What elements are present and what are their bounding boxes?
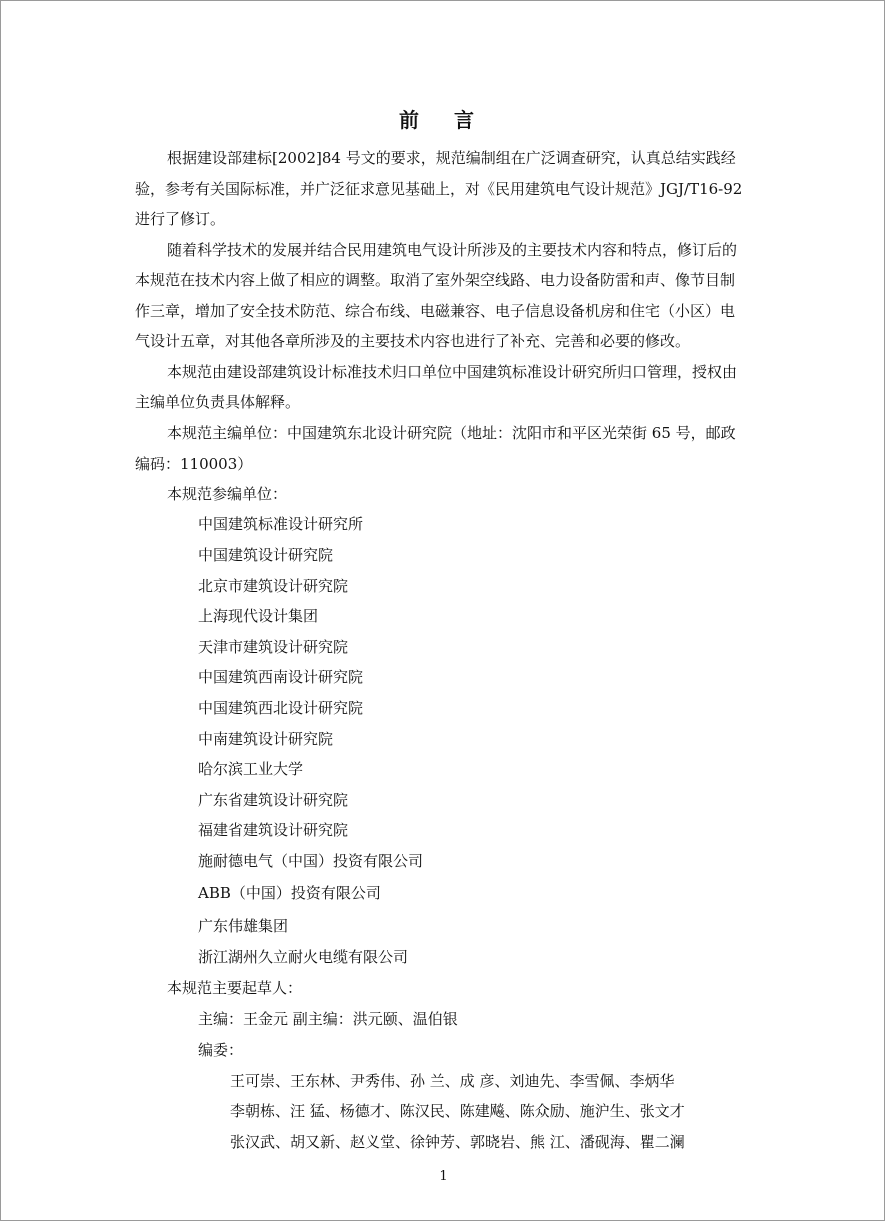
participant-item: 天津市建筑设计研究院 — [198, 638, 349, 656]
participant-item: 广东省建筑设计研究院 — [198, 791, 349, 809]
participant-item: 广东伟雄集团 — [198, 917, 289, 935]
paragraph-1-line-2: 验，参考有关国际标准，并广泛征求意见基础上，对《民用建筑电气设计规范》JGJ/T16-92 — [135, 180, 743, 198]
committee-heading: 编委： — [198, 1041, 244, 1059]
chief-editor-line: 主编：王金元 副主编：洪元颐、温伯银 — [198, 1010, 458, 1028]
participant-item: 中国建筑标准设计研究所 — [198, 515, 364, 533]
paragraph-1-line-3: 进行了修订。 — [135, 210, 226, 228]
committee-line: 李朝栋、汪 猛、杨德才、陈汉民、陈建飚、陈众励、施沪生、张文才 — [230, 1102, 685, 1120]
participant-item: 哈尔滨工业大学 — [198, 760, 304, 778]
page-number: 1 — [439, 1169, 448, 1184]
participant-item: 浙江湖州久立耐火电缆有限公司 — [198, 948, 409, 966]
paragraph-3-line-2: 主编单位负责具体解释。 — [135, 393, 301, 411]
participant-item: ABB（中国）投资有限公司 — [198, 884, 381, 902]
paragraph-2-line-1: 随着科学技术的发展并结合民用建筑电气设计所涉及的主要技术内容和特点，修订后的 — [167, 241, 738, 259]
participant-item: 福建省建筑设计研究院 — [198, 821, 349, 839]
paragraph-3-line-1: 本规范由建设部建筑设计标准技术归口单位中国建筑标准设计研究所归口管理，授权由 — [167, 363, 738, 381]
page-title: 前 言 — [399, 108, 488, 132]
paragraph-2-line-3: 作三章，增加了安全技术防范、综合布线、电磁兼容、电子信息设备机房和住宅（小区）电 — [135, 302, 736, 320]
drafters-heading: 本规范主要起草人： — [167, 979, 303, 997]
paragraph-2-line-2: 本规范在技术内容上做了相应的调整。取消了室外架空线路、电力设备防雷和声、像节目制 — [135, 271, 736, 289]
participant-item: 中国建筑设计研究院 — [198, 546, 334, 564]
committee-line: 张汉武、胡又新、赵义堂、徐钟芳、郭晓岩、熊 江、潘砚海、瞿二澜 — [230, 1133, 685, 1151]
participant-item: 中国建筑西北设计研究院 — [198, 699, 364, 717]
paragraph-1-line-1: 根据建设部建标[2002]84 号文的要求，规范编制组在广泛调查研究，认真总结实践经 — [167, 149, 736, 167]
participant-item: 北京市建筑设计研究院 — [198, 577, 349, 595]
participants-heading: 本规范参编单位： — [167, 485, 288, 503]
paragraph-4-line-2: 编码：110003） — [135, 455, 253, 473]
participant-item: 中南建筑设计研究院 — [198, 730, 334, 748]
participant-item: 施耐德电气（中国）投资有限公司 — [198, 852, 424, 870]
participant-item: 上海现代设计集团 — [198, 607, 319, 625]
participant-item: 中国建筑西南设计研究院 — [198, 668, 364, 686]
committee-line: 王可崇、王东林、尹秀伟、孙 兰、成 彦、刘迪先、李雪佩、李炳华 — [230, 1072, 675, 1090]
paragraph-2-line-4: 气设计五章，对其他各章所涉及的主要技术内容也进行了补充、完善和必要的修改。 — [135, 332, 691, 350]
paragraph-4-line-1: 本规范主编单位：中国建筑东北设计研究院（地址：沈阳市和平区光荣街 65 号，邮政 — [167, 424, 736, 442]
